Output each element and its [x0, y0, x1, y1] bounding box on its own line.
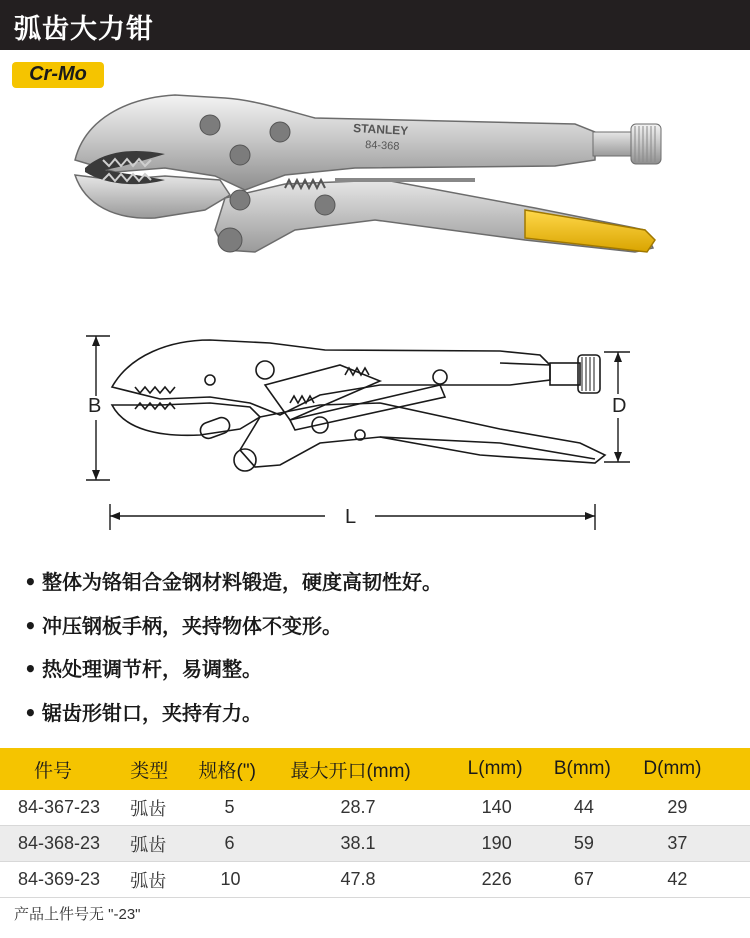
cell-b: 44 [554, 790, 644, 826]
col-header-l: L(mm) [468, 748, 554, 790]
cell-d: 37 [643, 826, 750, 862]
cell-part-no: 84-369-23 [0, 862, 130, 898]
feature-text: 冲压钢板手柄，夹持物体不变形。 [42, 614, 342, 638]
feature-item [24, 566, 442, 595]
table-header-row [0, 748, 750, 790]
cell-part-no: 84-368-23 [0, 826, 130, 862]
cell-size: 10 [199, 862, 291, 898]
cell-part-no: 84-367-23 [0, 790, 130, 826]
dimension-l-label: L [345, 506, 357, 528]
bullet-icon: • [24, 657, 37, 681]
bullet-icon: • [24, 570, 37, 594]
cell-d: 42 [643, 862, 750, 898]
bullet-icon: • [24, 614, 37, 638]
feature-item [24, 610, 342, 639]
table-row [0, 826, 750, 862]
cell-b: 59 [554, 826, 644, 862]
dimension-diagram [80, 325, 620, 525]
cell-size: 6 [199, 826, 291, 862]
page-title: 弧齿大力钳 [14, 14, 154, 45]
cell-l: 226 [468, 862, 554, 898]
feature-item [24, 653, 262, 682]
col-header-size: 规格(") [199, 748, 291, 790]
spec-table [0, 748, 750, 898]
cell-b: 67 [554, 862, 644, 898]
feature-text: 热处理调节杆，易调整。 [42, 657, 262, 681]
title-bar [0, 0, 750, 50]
table-row [0, 790, 750, 826]
dimension-d-label: D [612, 395, 627, 417]
cell-l: 190 [468, 826, 554, 862]
col-header-d: D(mm) [643, 748, 750, 790]
cell-max-opening: 28.7 [290, 790, 467, 826]
cell-l: 140 [468, 790, 554, 826]
cell-type: 弧齿 [130, 862, 198, 898]
feature-text: 锯齿形钳口，夹持有力。 [42, 701, 262, 725]
table-row [0, 862, 750, 898]
col-header-type: 类型 [130, 748, 198, 790]
engraving-brand: STANLEY [352, 121, 409, 138]
material-badge-label: Cr-Mo [29, 63, 87, 85]
cell-size: 5 [199, 790, 291, 826]
product-photo [55, 80, 675, 280]
col-header-max-opening: 最大开口(mm) [290, 748, 467, 790]
feature-text: 整体为铬钼合金钢材料锻造，硬度高韧性好。 [42, 570, 442, 594]
cell-type: 弧齿 [130, 790, 198, 826]
feature-item [24, 697, 262, 726]
footnote: 产品上件号无 "-23" [14, 906, 141, 923]
cell-max-opening: 47.8 [290, 862, 467, 898]
cell-max-opening: 38.1 [290, 826, 467, 862]
cell-d: 29 [643, 790, 750, 826]
cell-type: 弧齿 [130, 826, 198, 862]
engraving-model: 84-368 [364, 139, 400, 153]
dimension-b-label: B [88, 395, 102, 417]
col-header-part-no: 件号 [0, 748, 130, 790]
col-header-b: B(mm) [554, 748, 644, 790]
bullet-icon: • [24, 701, 37, 725]
